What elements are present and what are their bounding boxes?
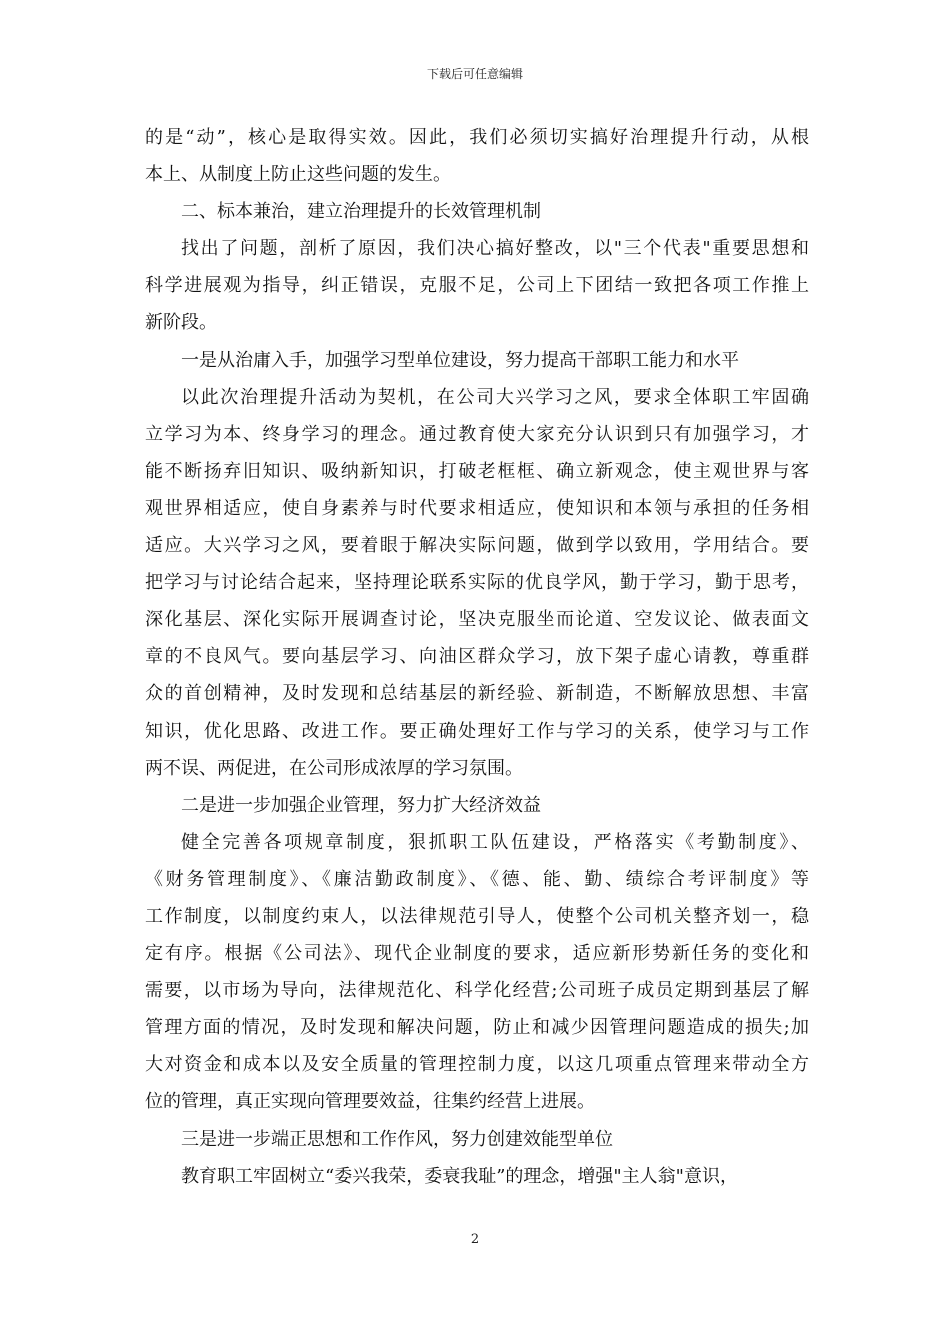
text-line: 章的不良风气。要向基层学习、向油区群众学习，放下架子虚心请教，尊重群 [145,646,809,668]
paragraph [145,1158,809,1195]
document-body [145,119,809,1195]
text-line: 二、标本兼治，建立治理提升的长效管理机制 [181,201,541,223]
paragraph [145,230,809,341]
text-line: 定有序。根据《公司法》、现代企业制度的要求，适应新形势新任务的变化和 [145,943,809,965]
paragraph [145,119,809,193]
text-line: 的是“动”，核心是取得实效。因此，我们必须切实搞好治理提升行动，从根 [145,127,809,148]
text-line: 大对资金和成本以及安全质量的管理控制力度，以这几项重点管理来带动全方 [145,1054,809,1076]
text-line: 管理方面的情况，及时发现和解决问题，防止和减少因管理问题造成的损失;加 [145,1017,809,1039]
text-line: 一是从治庸入手，加强学习型单位建设，努力提高干部职工能力和水平 [181,349,739,371]
text-line: 健全完善各项规章制度，狠抓职工队伍建设，严格落实《考勤制度》、 [181,831,809,853]
text-line: 二是进一步加强企业管理，努力扩大经济效益 [181,794,541,816]
text-line: 知识，优化思路、改进工作。要正确处理好工作与学习的关系，使学习与工作 [145,720,809,742]
text-line: 科学进展观为指导，纠正错误，克服不足，公司上下团结一致把各项工作推上 [145,275,809,297]
page-number: 2 [470,1232,480,1247]
text-line: 深化基层、深化实际开展调查讨论，坚决克服坐而论道、空发议论、做表面文 [145,609,809,631]
paragraph [145,379,809,787]
paragraph [145,824,809,1121]
section-heading [145,787,809,824]
text-line: 需要，以市场为导向，法律规范化、科学化经营;公司班子成员定期到基层了解 [145,980,809,1002]
text-line: 能不断扬弃旧知识、吸纳新知识，打破老框框、确立新观念，使主观世界与客 [145,460,809,482]
text-line: 立学习为本、终身学习的理念。通过教育使大家充分认识到只有加强学习，才 [145,423,809,445]
text-line: 找出了问题，剖析了原因，我们决心搞好整改，以"三个代表"重要思想和 [181,238,809,260]
text-line: 新阶段。 [145,312,217,334]
text-line: 教育职工牢固树立“委兴我荣，委衰我耻”的理念，增强"主人翁"意识， [181,1165,738,1187]
section-heading [145,342,809,379]
text-line: 工作制度，以制度约束人，以法律规范引导人，使整个公司机关整齐划一，稳 [145,905,809,927]
text-line: 三是进一步端正思想和工作作风，努力创建效能型单位 [181,1128,613,1150]
text-line: 以此次治理提升活动为契机，在公司大兴学习之风，要求全体职工牢固确 [181,386,809,408]
section-heading [145,1121,809,1158]
text-line: 本上、从制度上防止这些问题的发生。 [145,164,451,186]
page-header: 下载后可任意编辑 [426,67,523,81]
text-line: 位的管理，真正实现向管理要效益，往集约经营上进展。 [145,1091,595,1113]
text-line: 把学习与讨论结合起来，坚持理论联系实际的优良学风，勤于学习，勤于思考， [145,572,809,594]
text-line: 适应。大兴学习之风，要着眼于解决实际问题，做到学以致用，学用结合。要 [145,535,809,557]
text-line: 众的首创精神，及时发现和总结基层的新经验、新制造，不断解放思想、丰富 [145,683,809,705]
text-line: 《财务管理制度》、《廉洁勤政制度》、《德、能、勤、绩综合考评制度》等 [145,868,809,890]
section-heading [145,193,809,230]
text-line: 观世界相适应，使自身素养与时代要求相适应，使知识和本领与承担的任务相 [145,497,809,519]
text-line: 两不误、两促进，在公司形成浓厚的学习氛围。 [145,757,523,779]
